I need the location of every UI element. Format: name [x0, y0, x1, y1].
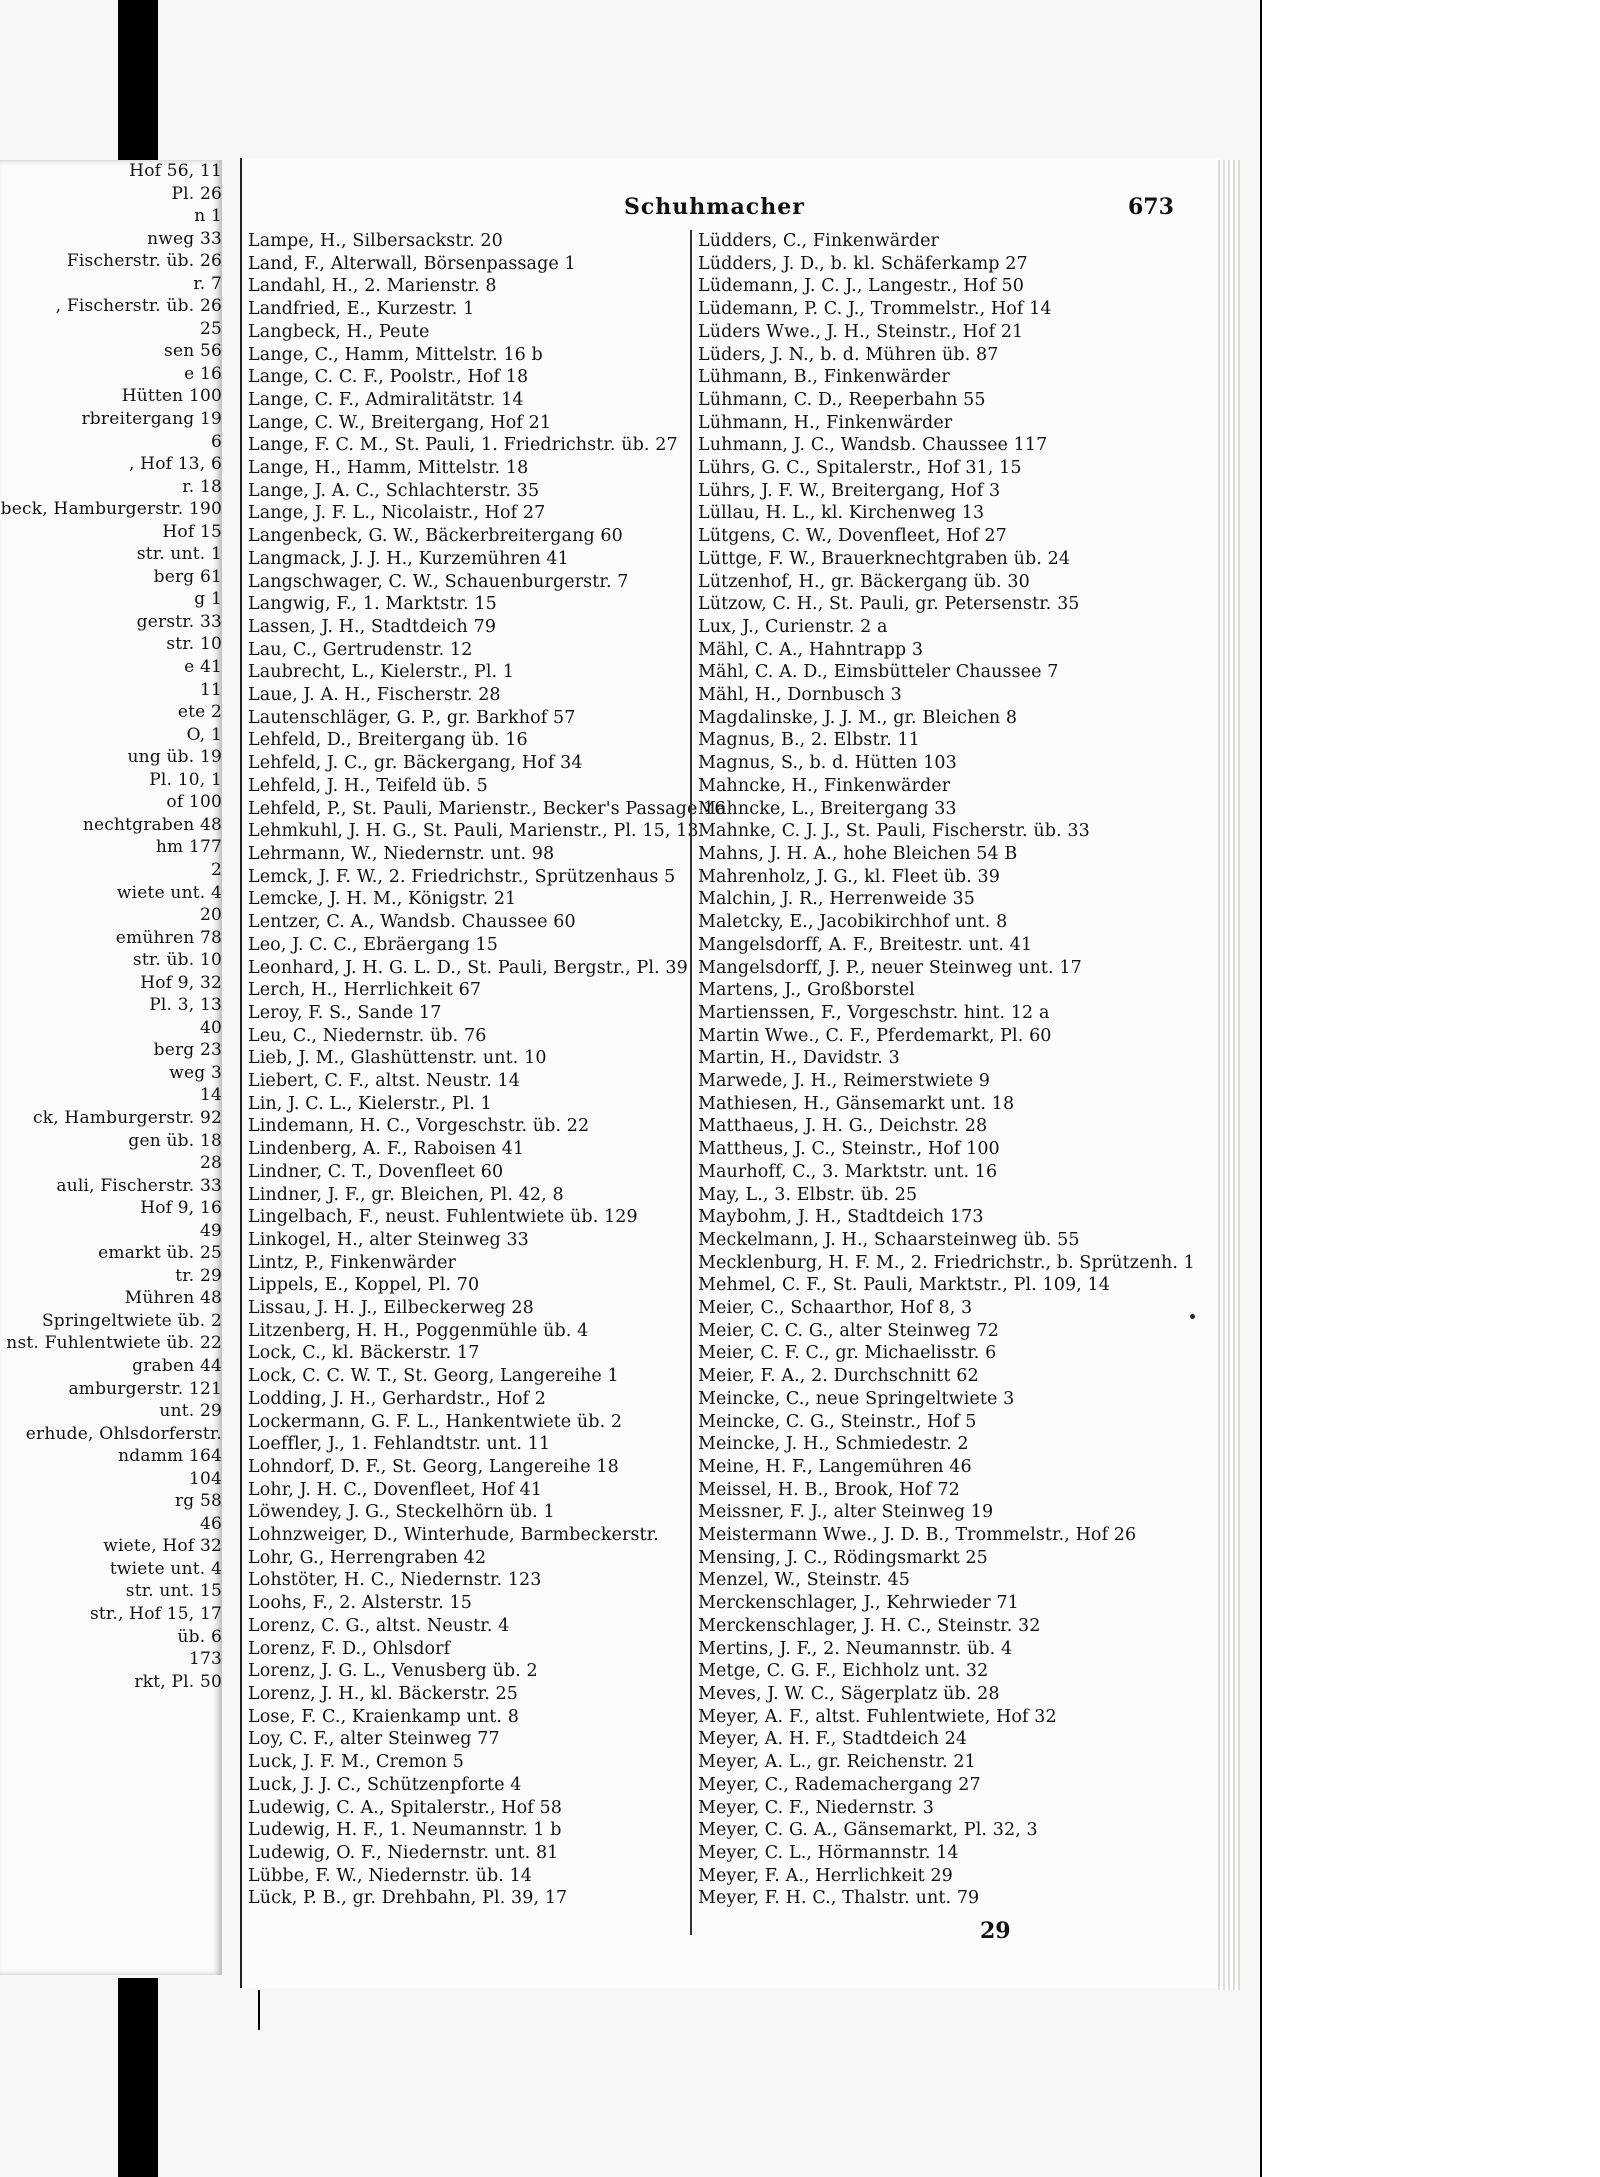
directory-entry: Lorenz, J. G. L., Venusberg üb. 2 [248, 1661, 538, 1682]
binding-tape-top [118, 0, 158, 160]
directory-entry: Lorenz, J. H., kl. Bäckerstr. 25 [248, 1684, 519, 1704]
directory-entry: Marwede, J. H., Reimerstwiete 9 [698, 1071, 991, 1092]
left-page [0, 160, 222, 1975]
directory-entry: Meier, F. A., 2. Durchschnitt 62 [698, 1366, 979, 1387]
directory-entry: Lassen, J. H., Stadtdeich 79 [248, 616, 497, 637]
directory-entry: Mahncke, H., Finkenwärder [698, 775, 951, 796]
directory-entry: Lock, C., kl. Bäckerstr. 17 [248, 1343, 480, 1364]
ink-speck [1190, 1314, 1195, 1319]
directory-entry: Lindner, J. F., gr. Bleichen, Pl. 42, 8 [248, 1184, 564, 1205]
directory-entry: Lüders, J. N., b. d. Mühren üb. 87 [698, 344, 999, 365]
directory-entry: Lützow, C. H., St. Pauli, gr. Petersenstr. 35 [698, 594, 1080, 615]
left-page-line: Mühren 48 [124, 1288, 222, 1309]
directory-entry: Mecklenburg, H. F. M., 2. Friedrichstr., b. Sprützenh. 1 [698, 1252, 1195, 1273]
directory-entry: Merckenschlager, J., Kehrwieder 71 [698, 1593, 1019, 1614]
left-page-line: 14 [199, 1085, 222, 1106]
left-page-line: sen 56 [164, 341, 222, 362]
directory-entry: Lock, C. C. W. T., St. Georg, Langereihe 1 [248, 1366, 619, 1387]
directory-entry: Lüdders, J. D., b. kl. Schäferkamp 27 [698, 253, 1028, 274]
directory-entry: Lange, H., Hamm, Mittelstr. 18 [248, 458, 529, 479]
directory-entry: Lissau, J. H. J., Eilbeckerweg 28 [248, 1298, 534, 1319]
left-page-line: 25 [199, 318, 222, 339]
directory-entry: Lange, J. A. C., Schlachterstr. 35 [248, 480, 540, 501]
directory-entry: Magnus, S., b. d. Hütten 103 [698, 753, 957, 774]
binding-tape-bottom [118, 1978, 158, 2177]
directory-entry: Mahnke, C. J. J., St. Pauli, Fischerstr. üb. 33 [698, 821, 1090, 842]
directory-entry: Lohnzweiger, D., Winterhude, Barmbeckerstr. [248, 1525, 659, 1546]
left-page-line: O, 1 [186, 724, 222, 745]
left-page-line: auli, Fischerstr. 33 [56, 1175, 222, 1196]
directory-entry: Lehfeld, D., Breitergang üb. 16 [248, 730, 528, 751]
directory-entry: Lange, C. W., Breitergang, Hof 21 [248, 412, 552, 433]
directory-entry: Lindenberg, A. F., Raboisen 41 [248, 1139, 525, 1160]
left-page-text [0, 160, 222, 1693]
left-page-line: 2 [210, 859, 222, 880]
directory-column-left [242, 230, 726, 1910]
directory-entry: Meincke, C., neue Springeltwiete 3 [698, 1388, 1015, 1409]
left-page-line: 11 [199, 679, 222, 700]
left-page-line: 20 [199, 905, 222, 926]
directory-entry: Laue, J. A. H., Fischerstr. 28 [248, 685, 501, 706]
directory-entry: Meier, C., Schaarthor, Hof 8, 3 [698, 1298, 973, 1319]
left-page-line: unt. 29 [159, 1401, 222, 1422]
directory-entry: Lange, C. C. F., Poolstr., Hof 18 [248, 367, 529, 388]
directory-entry: Lütgens, C. W., Dovenfleet, Hof 27 [698, 526, 1007, 547]
directory-entry: Lüdemann, J. C. J., Langestr., Hof 50 [698, 276, 1024, 297]
scan-margin [1262, 0, 1600, 2177]
directory-entry: Lehfeld, J. C., gr. Bäckergang, Hof 34 [248, 753, 583, 774]
directory-entry: Mähl, C. A., Hahntrapp 3 [698, 639, 924, 660]
directory-entry: Lieb, J. M., Glashüttenstr. unt. 10 [248, 1048, 547, 1069]
directory-entry: Meyer, A. H. F., Stadtdeich 24 [698, 1729, 968, 1750]
directory-entry: Lorenz, F. D., Ohlsdorf [248, 1638, 451, 1659]
directory-entry: Luck, J. J. C., Schützenpforte 4 [248, 1774, 522, 1795]
directory-entry: Lange, F. C. M., St. Pauli, 1. Friedrichstr. üb. 27 [248, 435, 678, 456]
directory-entry: Meincke, J. H., Schmiedestr. 2 [698, 1434, 969, 1455]
directory-entry: Mensing, J. C., Rödingsmarkt 25 [698, 1547, 988, 1568]
directory-entry: Langmack, J. J. H., Kurzemühren 41 [248, 548, 569, 569]
left-page-line: n 1 [194, 206, 222, 227]
directory-entry: Luhmann, J. C., Wandsb. Chaussee 117 [698, 435, 1048, 456]
directory-entry: Ludewig, O. F., Niedernstr. unt. 81 [248, 1842, 559, 1863]
directory-entry: Meier, C. C. G., alter Steinweg 72 [698, 1320, 999, 1341]
scan-mark [258, 1990, 260, 2030]
directory-entry: Lohr, G., Herrengraben 42 [248, 1547, 487, 1568]
directory-entry: Langschwager, C. W., Schauenburgerstr. 7 [248, 571, 629, 592]
directory-entry: Meier, C. F. C., gr. Michaelisstr. 6 [698, 1343, 997, 1364]
directory-entry: Linkogel, H., alter Steinweg 33 [248, 1229, 529, 1250]
directory-entry: Luck, J. F. M., Cremon 5 [248, 1752, 464, 1773]
directory-entry: Lux, J., Curienstr. 2 a [698, 616, 888, 637]
directory-entry: Meckelmann, J. H., Schaarsteinweg üb. 55 [698, 1229, 1080, 1250]
left-page-line: amburgerstr. 121 [68, 1378, 222, 1399]
left-page-line: ete 2 [177, 702, 222, 723]
left-page-line: Pl. 3, 13 [149, 995, 222, 1016]
directory-entry: Lührs, G. C., Spitalerstr., Hof 31, 15 [698, 458, 1022, 479]
directory-entry: Lohstöter, H. C., Niedernstr. 123 [248, 1570, 542, 1591]
left-page-line: Hof 9, 32 [140, 972, 222, 993]
left-page-line: ck, Hamburgerstr. 92 [33, 1107, 222, 1128]
directory-entry: Meyer, F. H. C., Thalstr. unt. 79 [698, 1888, 980, 1909]
left-page-line: Hütten 100 [121, 386, 222, 407]
directory-entry: Lindner, C. T., Dovenfleet 60 [248, 1161, 504, 1182]
directory-entry: Lehmkuhl, J. H. G., St. Pauli, Marienstr., Pl. 15, 13 [248, 821, 699, 842]
directory-entry: Lin, J. C. L., Kielerstr., Pl. 1 [248, 1093, 492, 1114]
directory-entry: Lehrmann, W., Niedernstr. unt. 98 [248, 843, 555, 864]
left-page-line: Hof 56, 11 [129, 161, 222, 181]
left-page-line: graben 44 [132, 1355, 222, 1376]
directory-entry: Ludewig, C. A., Spitalerstr., Hof 58 [248, 1797, 562, 1818]
directory-entry: Mahns, J. H. A., hohe Bleichen 54 B [698, 843, 1018, 864]
directory-entry: Lerch, H., Herrlichkeit 67 [248, 980, 482, 1001]
directory-entry: Meincke, C. G., Steinstr., Hof 5 [698, 1411, 977, 1432]
left-page-line: , Hof 13, 6 [128, 454, 222, 475]
directory-entry: Mertins, J. F., 2. Neumannstr. üb. 4 [698, 1638, 1013, 1659]
directory-entry: Meistermann Wwe., J. D. B., Trommelstr., Hof 26 [698, 1525, 1137, 1546]
left-page-line: e 41 [184, 657, 222, 678]
directory-entry: Magdalinske, J. J. M., gr. Bleichen 8 [698, 707, 1018, 728]
directory-entry: Lange, C., Hamm, Mittelstr. 16 b [248, 344, 543, 365]
directory-entry: Lützenhof, H., gr. Bäckergang üb. 30 [698, 571, 1030, 592]
left-page-line: ndamm 164 [118, 1446, 222, 1467]
left-page-line: of 100 [166, 792, 222, 813]
left-page-line: emarkt üb. 25 [98, 1243, 222, 1264]
directory-entry: Lippels, E., Koppel, Pl. 70 [248, 1275, 480, 1296]
directory-entry: Liebert, C. F., altst. Neustr. 14 [248, 1071, 520, 1092]
left-page-line: Pl. 10, 1 [149, 769, 222, 790]
directory-entry: Meyer, F. A., Herrlichkeit 29 [698, 1865, 953, 1886]
left-page-line: erhude, Ohlsdorferstr. [25, 1423, 222, 1444]
directory-entry: Meyer, C. L., Hörmannstr. 14 [698, 1842, 959, 1863]
directory-entry: Lindemann, H. C., Vorgeschstr. üb. 22 [248, 1116, 590, 1137]
left-page-line: gen üb. 18 [128, 1130, 222, 1151]
directory-entry: Mähl, C. A. D., Eimsbütteler Chaussee 7 [698, 662, 1059, 683]
directory-entry: Martienssen, F., Vorgeschstr. hint. 12 a [698, 1002, 1050, 1023]
directory-entry: Meyer, A. L., gr. Reichenstr. 21 [698, 1752, 976, 1773]
left-page-line: str. unt. 15 [125, 1581, 222, 1602]
directory-entry: Lüdemann, P. C. J., Trommelstr., Hof 14 [698, 299, 1052, 320]
directory-entry: Meissel, H. B., Brook, Hof 72 [698, 1479, 960, 1500]
left-page-line: rbreitergang 19 [81, 409, 222, 430]
left-page-line: nst. Fuhlentwiete üb. 22 [6, 1333, 222, 1354]
directory-entry: Litzenberg, H. H., Poggenmühle üb. 4 [248, 1320, 589, 1341]
directory-entry: Martin Wwe., C. F., Pferdemarkt, Pl. 60 [698, 1025, 1052, 1046]
directory-entry: Lehfeld, P., St. Pauli, Marienstr., Becker's Passage 16 [248, 798, 726, 819]
left-page-line: e 16 [184, 363, 222, 384]
left-page-line: nweg 33 [147, 228, 222, 249]
directory-entry: Mattheus, J. C., Steinstr., Hof 100 [698, 1139, 1000, 1160]
directory-entry: Lemcke, J. H. M., Königstr. 21 [248, 889, 517, 910]
left-page-line: , Fischerstr. üb. 26 [55, 296, 222, 317]
directory-entry: Lüdders, C., Finkenwärder [698, 231, 940, 251]
directory-entry: Lück, P. B., gr. Drehbahn, Pl. 39, 17 [248, 1888, 568, 1909]
left-page-line: Springeltwiete üb. 2 [41, 1310, 222, 1331]
right-page [240, 158, 1220, 1988]
directory-entry: Lüders Wwe., J. H., Steinstr., Hof 21 [698, 321, 1024, 342]
directory-entry: Meyer, C., Rademachergang 27 [698, 1774, 981, 1795]
left-page-line: tr. 29 [175, 1265, 222, 1286]
directory-entry: Lehfeld, J. H., Teifeld üb. 5 [248, 775, 488, 796]
directory-entry: Leu, C., Niedernstr. üb. 76 [248, 1025, 487, 1046]
left-page-line: rg 58 [174, 1491, 222, 1512]
directory-entry: Malchin, J. R., Herrenweide 35 [698, 889, 975, 910]
directory-entry: Lodding, J. H., Gerhardstr., Hof 2 [248, 1388, 546, 1409]
directory-entry: May, L., 3. Elbstr. üb. 25 [698, 1184, 918, 1205]
left-page-line: str. 10 [166, 634, 222, 655]
directory-entry: Mähl, H., Dornbusch 3 [698, 685, 902, 706]
directory-entry: Lühmann, B., Finkenwärder [698, 367, 950, 388]
directory-entry: Lampe, H., Silbersackstr. 20 [248, 231, 503, 251]
directory-entry: Laubrecht, L., Kielerstr., Pl. 1 [248, 662, 515, 683]
left-page-line: üb. 6 [177, 1626, 222, 1647]
directory-entry: Maurhoff, C., 3. Marktstr. unt. 16 [698, 1161, 998, 1182]
directory-entry: Loeffler, J., 1. Fehlandtstr. unt. 11 [248, 1434, 551, 1455]
directory-entry: Lentzer, C. A., Wandsb. Chaussee 60 [248, 912, 576, 933]
directory-entry: Lohndorf, D. F., St. Georg, Langereihe 18 [248, 1456, 619, 1477]
directory-entry: Maybohm, J. H., Stadtdeich 173 [698, 1207, 984, 1228]
page-title: Schuhmacher [624, 194, 805, 220]
directory-entry: Lau, C., Gertrudenstr. 12 [248, 639, 473, 660]
left-page-line: 46 [199, 1513, 222, 1534]
directory-entry: Lüttge, F. W., Brauerknechtgraben üb. 24 [698, 548, 1071, 569]
directory-entry: Meissner, F. J., alter Steinweg 19 [698, 1502, 994, 1523]
left-page-line: twiete unt. 4 [109, 1558, 222, 1579]
directory-entry: Lingelbach, F., neust. Fuhlentwiete üb. 129 [248, 1207, 638, 1228]
directory-entry: Lemck, J. F. W., 2. Friedrichstr., Sprützenhaus 5 [248, 866, 676, 887]
directory-entry: Lautenschläger, G. P., gr. Barkhof 57 [248, 707, 576, 728]
page-edges [1218, 160, 1240, 1990]
directory-entry: Lühmann, H., Finkenwärder [698, 412, 953, 433]
directory-entry: Menzel, W., Steinstr. 45 [698, 1570, 910, 1591]
left-page-line: wiete, Hof 32 [103, 1536, 222, 1557]
directory-entry: Langbeck, H., Peute [248, 321, 430, 342]
left-page-line: hm 177 [155, 837, 222, 858]
left-page-line: r. 18 [182, 476, 222, 497]
directory-entry: Ludewig, H. F., 1. Neumannstr. 1 b [248, 1820, 562, 1841]
left-page-line: Hof 15 [162, 521, 222, 542]
left-page-line: nechtgraben 48 [82, 814, 222, 835]
left-page-line: g 1 [194, 589, 222, 610]
left-page-line: 173 [188, 1649, 222, 1670]
directory-entry: Lockermann, G. F. L., Hankentwiete üb. 2 [248, 1411, 623, 1432]
directory-entry: Langwig, F., 1. Marktstr. 15 [248, 594, 497, 615]
left-page-line: emühren 78 [115, 927, 222, 948]
left-page-line: beck, Hamburgerstr. 190 [0, 499, 222, 520]
directory-entry: Landfried, E., Kurzestr. 1 [248, 299, 475, 320]
directory-entry: Leo, J. C. C., Ebräergang 15 [248, 934, 499, 955]
directory-entry: Löwendey, J. G., Steckelhörn üb. 1 [248, 1502, 555, 1523]
directory-entry: Land, F., Alterwall, Börsenpassage 1 [248, 253, 576, 274]
left-page-line: r. 7 [193, 273, 222, 294]
left-page-line: Hof 9, 16 [140, 1198, 222, 1219]
directory-entry: Lose, F. C., Kraienkamp unt. 8 [248, 1706, 519, 1727]
directory-entry: Lohr, J. H. C., Dovenfleet, Hof 41 [248, 1479, 543, 1500]
left-page-line: berg 23 [153, 1040, 222, 1061]
directory-entry: Meves, J. W. C., Sägerplatz üb. 28 [698, 1684, 1000, 1704]
directory-entry: Martin, H., Davidstr. 3 [698, 1048, 900, 1069]
directory-entry: Mathiesen, H., Gänsemarkt unt. 18 [698, 1093, 1015, 1114]
directory-entry: Lorenz, C. G., altst. Neustr. 4 [248, 1615, 510, 1636]
left-page-line: 6 [210, 431, 222, 452]
directory-entry: Lühmann, C. D., Reeperbahn 55 [698, 389, 986, 410]
left-page-line: weg 3 [169, 1062, 222, 1083]
left-page-line: Pl. 26 [171, 183, 222, 204]
directory-entry: Merckenschlager, J. H. C., Steinstr. 32 [698, 1615, 1041, 1636]
left-page-line: 104 [188, 1468, 222, 1489]
directory-entry: Martens, J., Großborstel [698, 980, 915, 1001]
directory-entry: Lange, C. F., Admiralitätstr. 14 [248, 389, 524, 410]
directory-entry: Mehmel, C. F., St. Pauli, Marktstr., Pl. 109, 14 [698, 1275, 1110, 1296]
directory-entry: Langenbeck, G. W., Bäckerbreitergang 60 [248, 526, 623, 547]
directory-entry: Magnus, B., 2. Elbstr. 11 [698, 730, 920, 751]
page-header [242, 194, 1220, 224]
left-page-line: ung üb. 19 [127, 747, 222, 768]
directory-entry: Meine, H. F., Langemühren 46 [698, 1456, 972, 1477]
directory-entry: Lintz, P., Finkenwärder [248, 1252, 457, 1273]
directory-entry: Meyer, A. F., altst. Fuhlentwiete, Hof 32 [698, 1706, 1057, 1727]
directory-entry: Leonhard, J. H. G. L. D., St. Pauli, Bergstr., Pl. 39 [248, 957, 688, 978]
directory-entry: Mangelsdorff, J. P., neuer Steinweg unt. 17 [698, 957, 1082, 978]
directory-entry: Lange, J. F. L., Nicolaistr., Hof 27 [248, 503, 546, 524]
directory-entry: Loy, C. F., alter Steinweg 77 [248, 1729, 500, 1750]
left-page-line: str. unt. 1 [136, 544, 222, 565]
left-page-line: str. üb. 10 [132, 950, 222, 971]
left-page-line: 28 [199, 1153, 222, 1174]
page-number: 673 [1128, 194, 1174, 220]
directory-entry: Lübbe, F. W., Niedernstr. üb. 14 [248, 1865, 533, 1886]
printer-signature: 29 [980, 1918, 1011, 1944]
left-page-line: gerstr. 33 [136, 611, 222, 632]
directory-entry: Leroy, F. S., Sande 17 [248, 1002, 442, 1023]
left-page-line: Fischerstr. üb. 26 [66, 251, 222, 272]
directory-entry: Matthaeus, J. H. G., Deichstr. 28 [698, 1116, 988, 1137]
left-page-line: 49 [199, 1220, 222, 1241]
directory-entry: Mahncke, L., Breitergang 33 [698, 798, 957, 819]
directory-column-right [690, 230, 1195, 1935]
directory-entry: Maletcky, E., Jacobikirchhof unt. 8 [698, 912, 1008, 933]
left-page-line: rkt, Pl. 50 [134, 1671, 222, 1692]
directory-entry: Meyer, C. G. A., Gänsemarkt, Pl. 32, 3 [698, 1820, 1038, 1841]
left-page-line: 40 [199, 1017, 222, 1038]
directory-entry: Mangelsdorff, A. F., Breitestr. unt. 41 [698, 934, 1033, 955]
directory-entry: Mahrenholz, J. G., kl. Fleet üb. 39 [698, 866, 1000, 887]
directory-entry: Lüllau, H. L., kl. Kirchenweg 13 [698, 503, 985, 524]
directory-entry: Loohs, F., 2. Alsterstr. 15 [248, 1593, 472, 1614]
left-page-line: str., Hof 15, 17 [89, 1604, 222, 1624]
left-page-line: berg 61 [153, 566, 222, 587]
directory-entry: Metge, C. G. F., Eichholz unt. 32 [698, 1661, 989, 1682]
directory-entry: Lührs, J. F. W., Breitergang, Hof 3 [698, 480, 1001, 501]
directory-entry: Meyer, C. F., Niedernstr. 3 [698, 1797, 934, 1818]
left-page-line: wiete unt. 4 [116, 882, 222, 903]
directory-entry: Landahl, H., 2. Marienstr. 8 [248, 276, 497, 297]
